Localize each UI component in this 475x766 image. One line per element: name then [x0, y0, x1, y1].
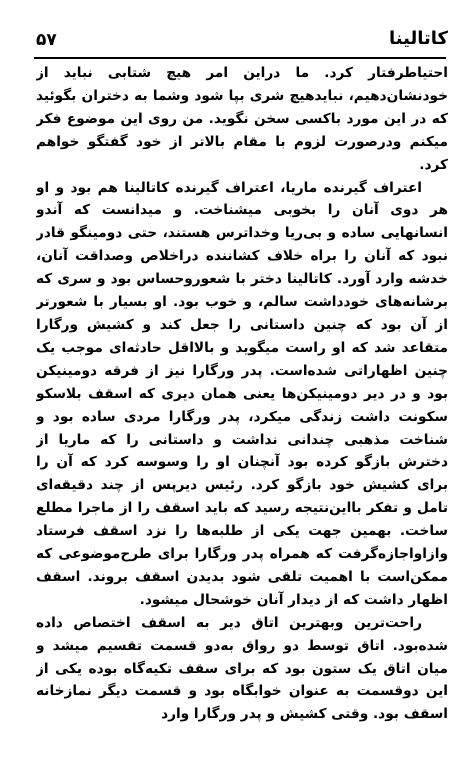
paragraph-2: اعتراف گیرنده ماریا، اعتراف گیرنده کاتالینا هم بود و او هر دوی آنان را بخوبی میشناخت. و میدانست که آندو انسانهایی ساده و بی‌ریا وخداترس هستند، حتی دومینگو قادر نبود که آنان را براه خلاف کشاننده دراخلاص وصداقت آنان، خدشه وارد آورد. کاتالینا دختر با شعوروحساس بود و سری که برشانه‌های خودداشت سالم، و خوب بود. او بسیار با شعورتر از آن بود که چنین داستانی را جعل کند و کشیش ورگارا متقاعد شد که او راست میگوید و بالااقل حادثه‌ای موجب یک چنین اظهاراتی شده‌است. پدر ورگارا نیز از فرقه دومینیکن بود و در دیر دومینیکن‌ها یعنی همان دیری که اسقف بلاسکو سکونت داشت زندگی میکرد، پدر ورگارا مردی ساده بود و شناخت مذهبی چندانی نداشت و داستانی را که ماریا از دخترش بازگو کرده بود آنچنان او را وسوسه کرد که آن را برای کشیش خود بازگو کرد. رئیس دیرپس از چند دقیقه‌ای تامل و تفکر بااین‌نتیجه رسید که باید اسقف را از ماجرا مطلع ساخت. بهمین جهت یکی از طلبه‌ها را نزد اسقف فرستاد وازاواجازه‌گرفت که همراه پدر ورگارا برای طرح‌موضوعی که ممکن‌است با اهمیت تلقی شود بدیدن اسقف بروند. اسقف اظهار داشت که از دیدار آنان خوشحال میشود. [36, 179, 448, 608]
page-number: ۵۷ [36, 30, 57, 50]
page-header [32, 28, 450, 52]
paragraph-1: احتیاطرفتار کرد. ما دراین امر هیچ شتابی نباید از خودنشان‌دهیم، نبایدهیچ شری بپا شود وشما به دختران بگوئید که در این مورد باکسی سخن نگوید. من روی این موضوع فکر میکنم ودرصورت لزوم با مقام بالاتر از خود گفتگو خواهم کرد. [36, 65, 448, 173]
header-divider [34, 57, 446, 59]
running-title: کاتالینا [389, 28, 448, 49]
body-text [36, 62, 448, 722]
paragraph-3: راحت‌ترین وبهترین اتاق دیر به اسقف اختصاص داده شده‌بود. اتاق توسط دو رواق به‌دو قسمت تقسیم میشد و میان اتاق یک ستون بود که برای سقف تکیه‌گاه بوده یکی از این دوقسمت به عنوان خوابگاه بود و قسمت دیگر نمازخانه اسقف بود. وقتی کشیش و پدر ورگارا وارد [36, 614, 448, 722]
